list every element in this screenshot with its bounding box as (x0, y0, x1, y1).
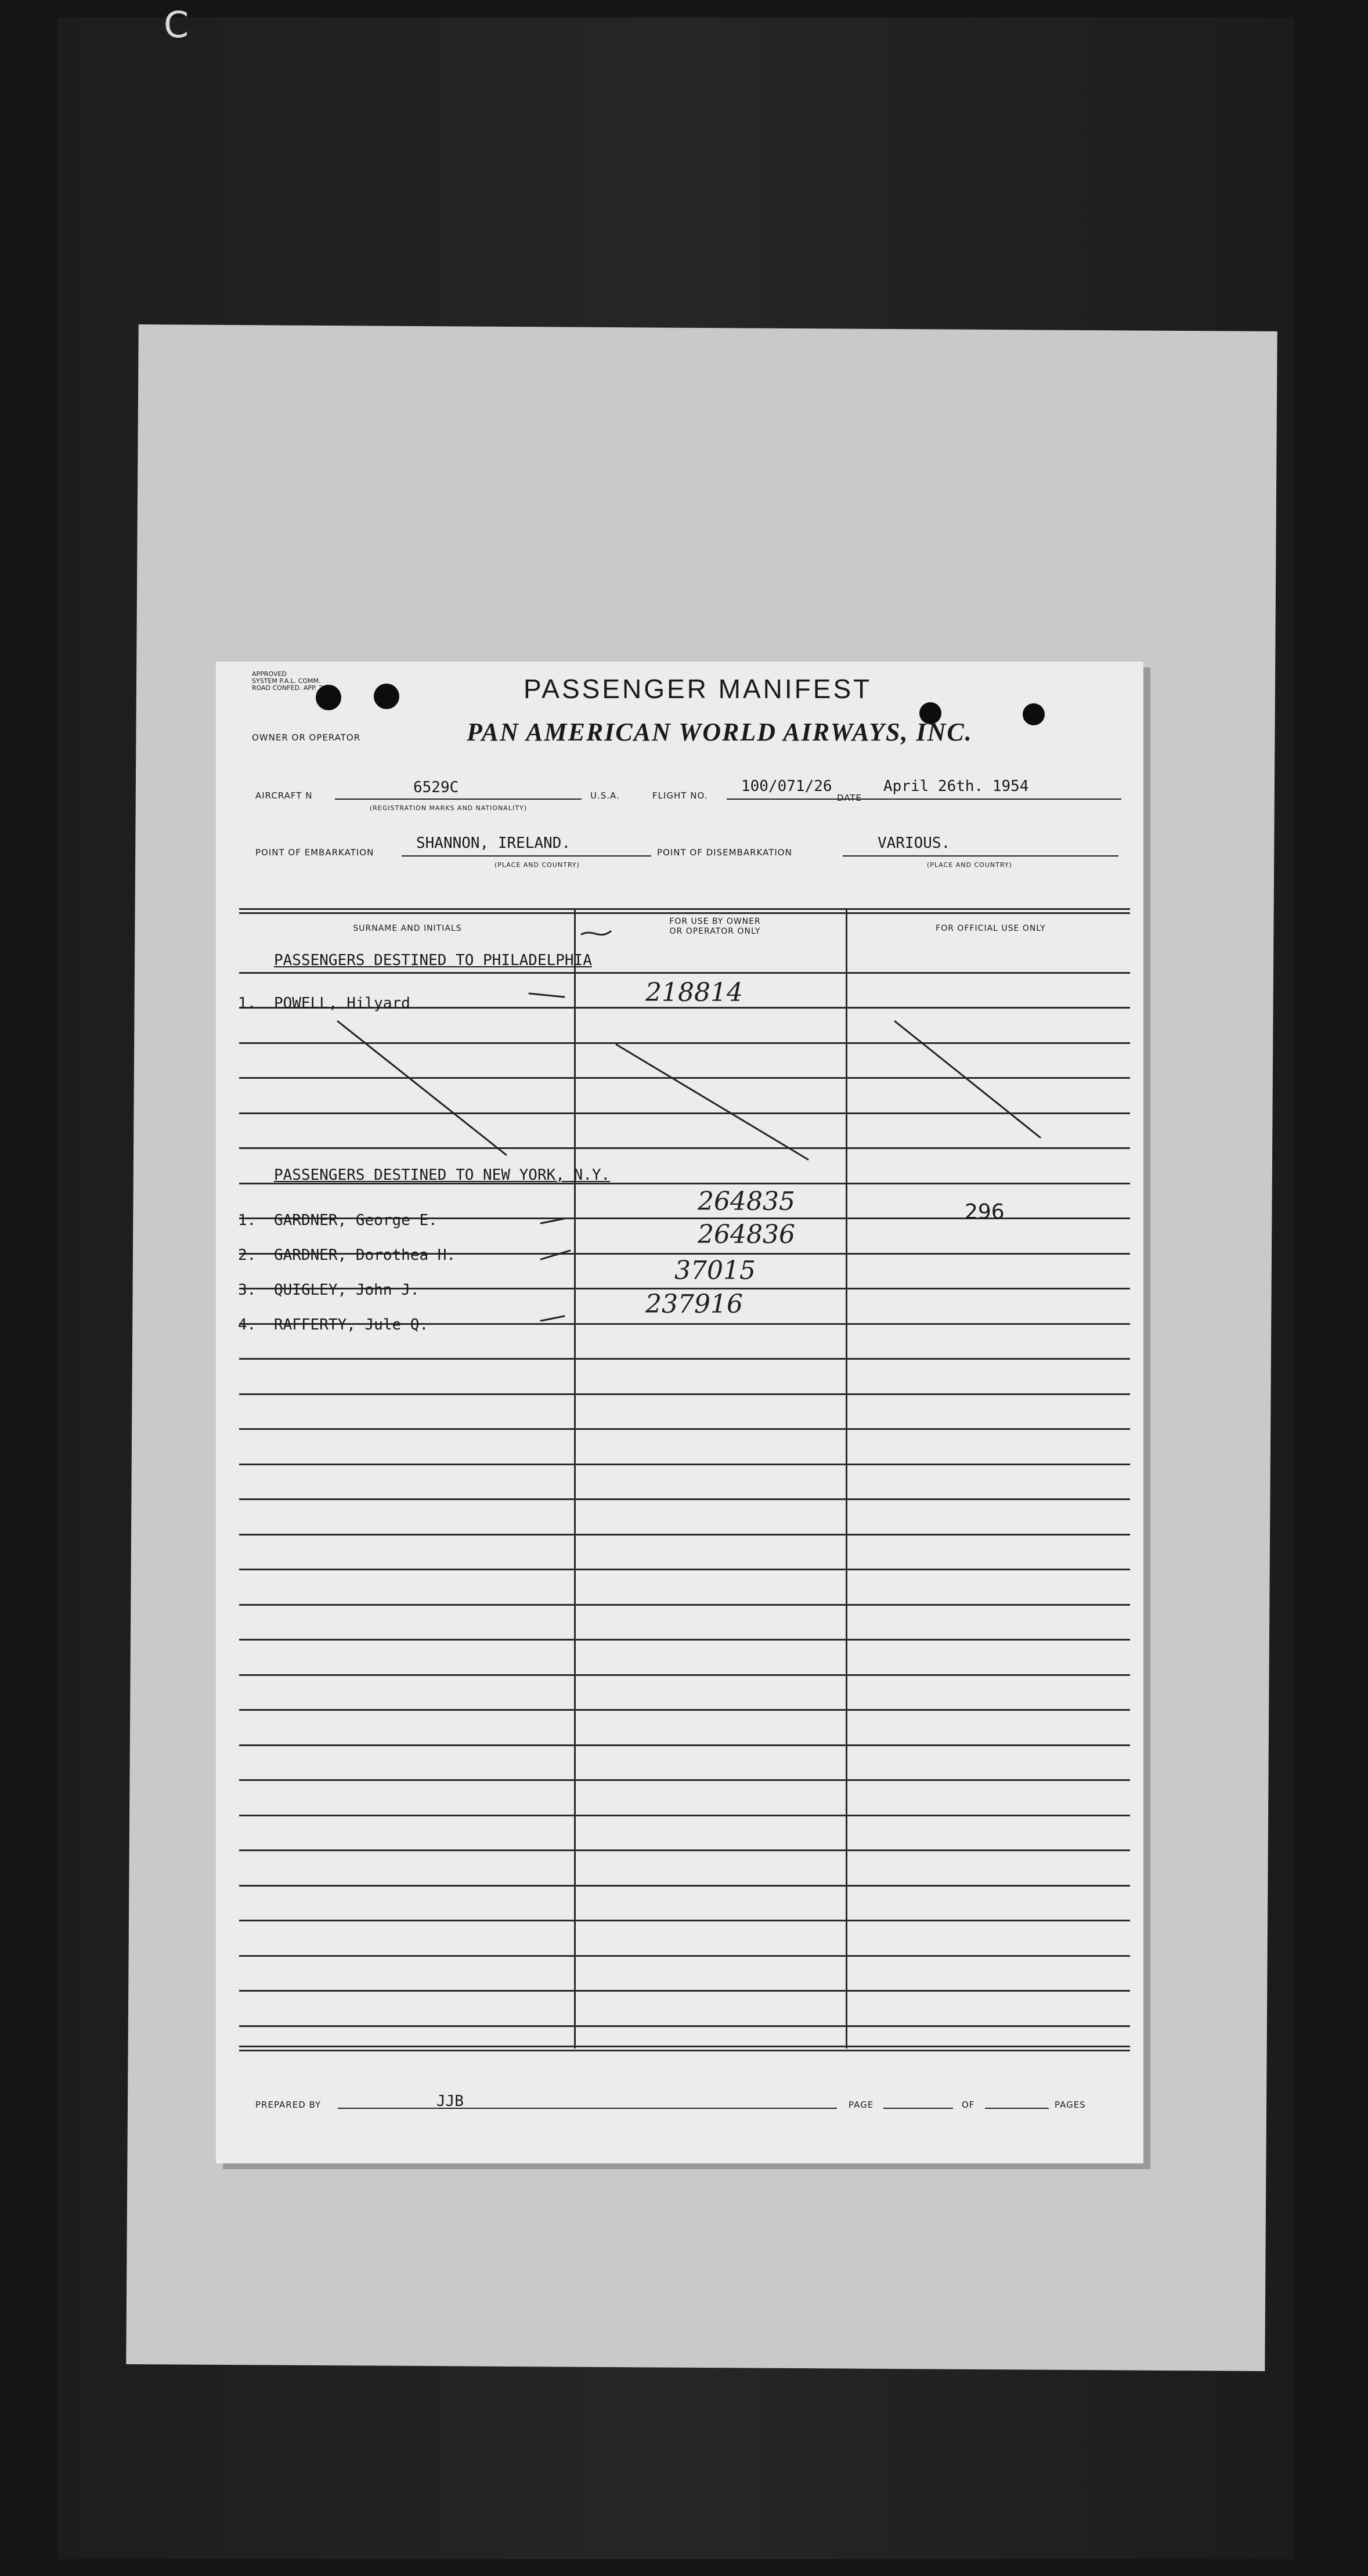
dash-mark (541, 1316, 564, 1321)
aircraft-sub: (REGISTRATION MARKS AND NATIONALITY) (370, 804, 528, 812)
of-label: OF (962, 2100, 975, 2110)
passenger-manifest-form (216, 662, 1143, 2163)
official-note: 296 (965, 1200, 1005, 1224)
passenger-number: 3. (238, 1281, 257, 1299)
scribble (582, 931, 611, 935)
section-heading-new-york: PASSENGERS DESTINED TO NEW YORK, N.Y. (274, 1166, 611, 1184)
aircraft-label: AIRCRAFT N (255, 790, 313, 801)
passenger-name: POWELL, Hilyard (274, 995, 410, 1012)
dash-mark (529, 993, 564, 997)
owner-note: 264835 (698, 1187, 795, 1216)
owner-note: 237916 (645, 1289, 743, 1319)
page-underline (883, 2108, 953, 2109)
owner-label: OWNER OR OPERATOR (252, 732, 361, 743)
passenger-name: RAFFERTY, Jule Q. (274, 1316, 429, 1334)
flight-label: FLIGHT NO. (652, 790, 708, 801)
prepared-underline (338, 2108, 837, 2109)
column-header-owner-use: FOR USE BY OWNER OR OPERATOR ONLY (669, 917, 761, 936)
dash-mark (541, 1219, 564, 1223)
frame-letter: C (164, 3, 189, 46)
embark-label: POINT OF EMBARKATION (255, 847, 374, 858)
section-heading-philadelphia: PASSENGERS DESTINED TO PHILADELPHIA (274, 952, 592, 969)
passenger-number: 4. (238, 1316, 257, 1334)
airline-name: PAN AMERICAN WORLD AIRWAYS, INC. (467, 718, 973, 746)
passenger-number: 1. (238, 995, 257, 1012)
page-label: PAGE (849, 2100, 874, 2110)
of-underline (985, 2108, 1049, 2109)
date-value: April 26th. 1954 (883, 778, 1029, 795)
usa-label: U.S.A. (590, 790, 620, 801)
pen-strokes (216, 662, 1143, 2163)
embark-value: SHANNON, IRELAND. (416, 834, 571, 852)
owner-note: 37015 (674, 1256, 756, 1285)
owner-note: 218814 (645, 978, 743, 1007)
form-title: PASSENGER MANIFEST (524, 674, 872, 704)
prepared-by-value: JJB (436, 2093, 464, 2110)
dash-mark (541, 1251, 570, 1259)
owner-note: 264836 (698, 1220, 795, 1249)
passenger-number: 2. (238, 1247, 257, 1264)
prepared-by-label: PREPARED BY (255, 2100, 322, 2110)
disembark-value: VARIOUS. (878, 834, 951, 852)
column-header-surname: SURNAME AND INITIALS (353, 924, 462, 933)
pages-label: PAGES (1055, 2100, 1086, 2110)
strike-line (616, 1045, 808, 1159)
strike-line (895, 1021, 1040, 1137)
passenger-name: GARDNER, George E. (274, 1212, 438, 1229)
embark-sub: (PLACE AND COUNTRY) (494, 861, 580, 869)
disembark-label: POINT OF DISEMBARKATION (657, 847, 792, 858)
passenger-name: GARDNER, Dorothea H. (274, 1247, 456, 1264)
approval-stamp: APPROVED SYSTEM P.A.L. COMM. ROAD CONFED. APP. 2 (252, 670, 323, 692)
aircraft-value: 6529C (413, 779, 459, 796)
disembark-sub: (PLACE AND COUNTRY) (927, 861, 1012, 869)
column-header-official-use: FOR OFFICIAL USE ONLY (936, 924, 1046, 933)
passenger-name: QUIGLEY, John J. (274, 1281, 420, 1299)
date-label: DATE (837, 793, 862, 803)
strike-line (338, 1021, 506, 1155)
passenger-number: 1. (238, 1212, 257, 1229)
flight-value: 100/071/26 (741, 778, 832, 795)
